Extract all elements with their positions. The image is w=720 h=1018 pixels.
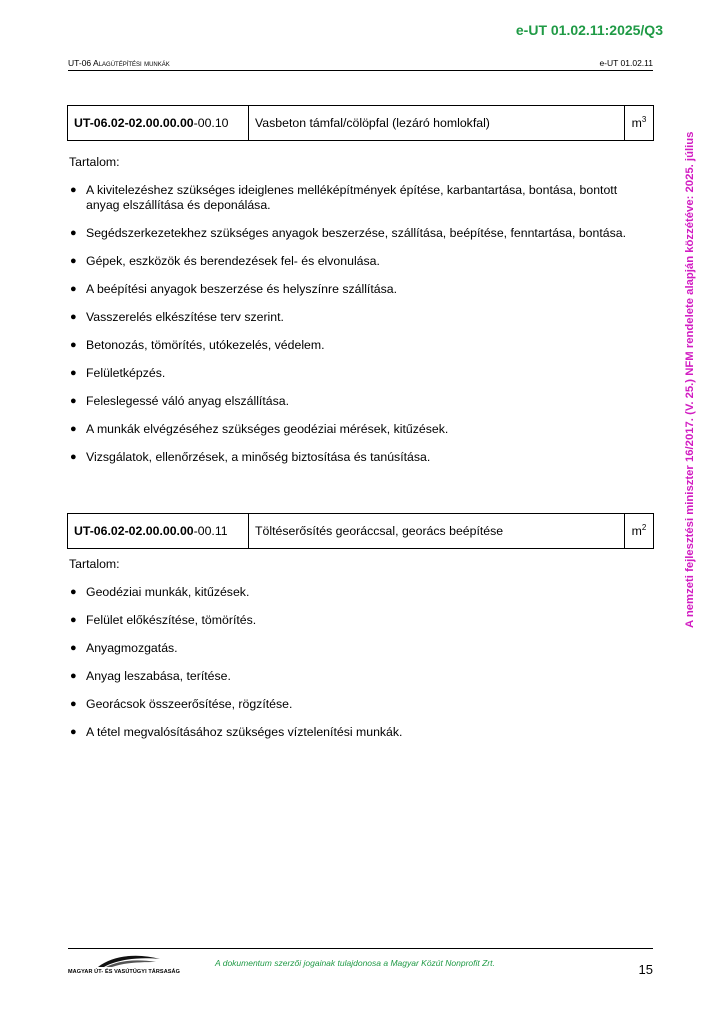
footer-copyright: A dokumentum szerzői jogainak tulajdonosa a Magyar Közút Nonprofit Zrt. [215,958,495,968]
list-item [67,669,627,684]
bullet-icon: ● [70,367,77,379]
bullet-icon: ● [70,451,77,463]
unit-base: m [631,524,642,538]
list-item [67,697,627,712]
list-item-text: Anyagmozgatás. [86,641,178,655]
unit-exponent: 3 [641,114,647,124]
list-item [67,585,627,600]
bullet-icon: ● [70,184,77,196]
item-code-suffix: -00.11 [193,524,228,538]
page-number: 15 [638,962,653,977]
bullet-icon: ● [70,395,77,407]
list-item [67,254,627,269]
company-logo [68,953,180,975]
list-item-text: Gépek, eszközök és berendezések fel- és elvonulása. [86,254,380,268]
list-item [67,725,627,740]
list-item [67,226,627,241]
item-code-main: UT-06.02-02.00.00.00 [74,116,194,130]
list-item-text: Segédszerkezetekhez szükséges anyagok beszerzése, szállítása, beépítése, fenntartása, bontása. [86,226,627,240]
bullet-icon: ● [70,339,77,351]
item-content-1 [67,155,627,478]
list-item [67,282,627,297]
bullet-icon: ● [70,698,77,710]
side-publication-note: A nemzeti fejlesztési miniszter 16/2017. (V. 25.) NFM rendelete alapján közzétéve: 2025. július [684,131,696,628]
list-item-text: A kivitelezéshez szükséges ideiglenes melléképítmények építése, karbantartása, bontása, bontott anyag elszállítása és deponálása. [86,183,618,212]
list-item [67,450,627,465]
list-item-text: Vasszerelés elkészítése terv szerint. [86,310,284,324]
item-code [68,514,249,549]
content-list [67,585,627,740]
item-code [68,106,249,141]
content-heading: Tartalom: [69,557,120,571]
item-unit [625,514,654,549]
list-item-text: A munkák elvégzéséhez szükséges geodéziai mérések, kitűzések. [86,422,449,436]
running-header-right: e-UT 01.02.11 [599,58,653,68]
list-item-text: Felületképzés. [86,366,166,380]
list-item-text: Feleslegessé váló anyag elszállítása. [86,394,290,408]
list-item [67,310,627,325]
bullet-icon: ● [70,227,77,239]
list-item-text: Vizsgálatok, ellenőrzések, a minőség biztosítása és tanúsítása. [86,450,431,464]
item-unit [625,106,654,141]
bullet-icon: ● [70,642,77,654]
list-item-text: Geodéziai munkák, kitűzések. [86,585,250,599]
bullet-icon: ● [70,311,77,323]
content-list [67,183,627,465]
running-header [68,58,653,71]
bullet-icon: ● [70,586,77,598]
list-item-text: Felület előkészítése, tömörítés. [86,613,257,627]
list-item [67,338,627,353]
item-code-suffix: -00.10 [193,116,229,130]
bullet-icon: ● [70,283,77,295]
running-header-left: UT-06 Alagútépítési munkák [68,58,170,68]
unit-exponent: 2 [641,522,647,532]
item-header-row [68,514,654,549]
item-title: Vasbeton támfal/cölöpfal (lezáró homlokfal) [249,106,625,141]
document-id: e-UT 01.02.11:2025/Q3 [515,22,663,38]
list-item-text: Anyag leszabása, terítése. [86,669,231,683]
list-item [67,641,627,656]
list-item-text: Betonozás, tömörítés, utókezelés, védelem. [86,338,325,352]
bullet-icon: ● [70,670,77,682]
item-header-row [68,106,654,141]
road-swoosh-icon [68,953,163,969]
list-item-text: A tétel megvalósításához szükséges víztelenítési munkák. [86,725,403,739]
logo-text: MAGYAR ÚT- ÉS VASÚTÜGYI TÁRSASÁG [68,969,180,975]
item-code-main: UT-06.02-02.00.00.00 [74,524,194,538]
bullet-icon: ● [70,423,77,435]
list-item-text: Georácsok összeerősítése, rögzítése. [86,697,293,711]
bullet-icon: ● [70,726,77,738]
item-title: Töltéserősítés georáccsal, georács beépítése [249,514,625,549]
list-item [67,366,627,381]
list-item [67,183,627,213]
footer-divider [68,948,653,949]
list-item-text: A beépítési anyagok beszerzése és helyszínre szállítása. [86,282,398,296]
list-item [67,613,627,628]
list-item [67,422,627,437]
item-content-2 [67,557,627,753]
bullet-icon: ● [70,255,77,267]
item-header-table-2 [67,513,654,549]
unit-base: m [631,116,642,130]
bullet-icon: ● [70,614,77,626]
item-header-table-1 [67,105,654,141]
content-heading: Tartalom: [69,155,120,169]
list-item [67,394,627,409]
